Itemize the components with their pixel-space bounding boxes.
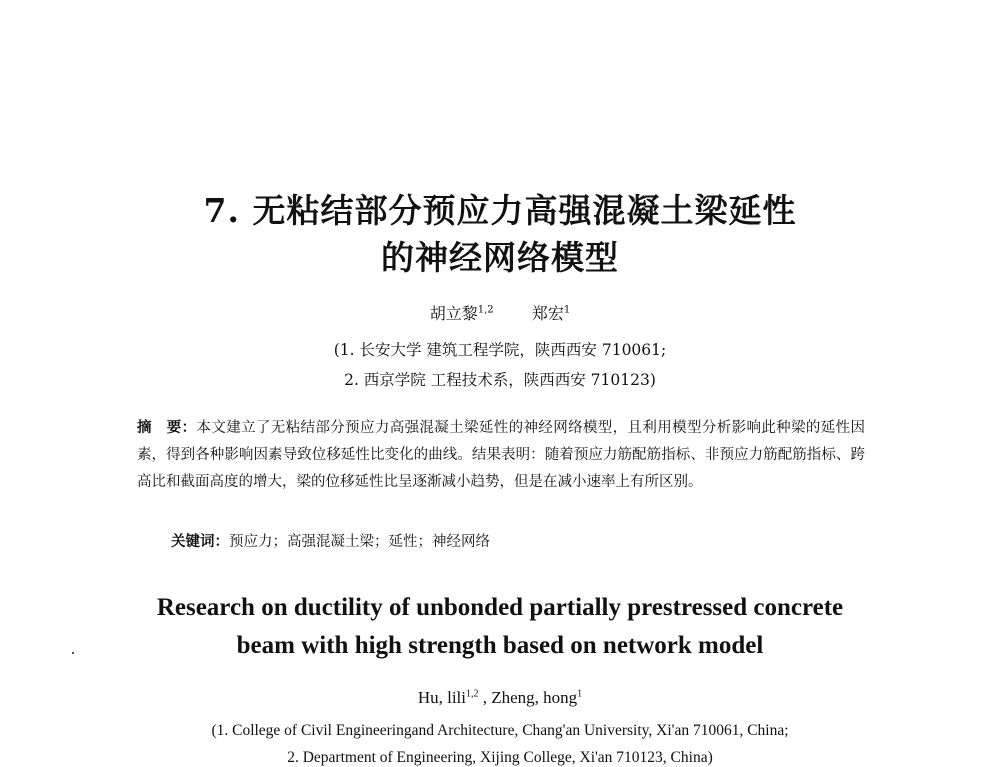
chinese-affiliation-line-2: 2. 西京学院 工程技术系，陕西西安 710123) bbox=[344, 371, 656, 389]
abstract-text: 本文建立了无粘结部分预应力高强混凝土梁延性的神经网络模型，且利用模型分析影响此种梁的延性因素，得到各种影响因素导致位移延性比变化的曲线。结果表明：随着预应力筋配筋指标、非预应力筋配筋指标、跨高比和截面高度的增大，梁的位移延性比呈逐渐减小趋势，但是在减小速率上有所区别。 bbox=[137, 420, 866, 490]
chinese-authors bbox=[0, 301, 1000, 324]
chinese-affiliation-line-1: (1. 长安大学 建筑工程学院，陕西西安 710061; bbox=[333, 341, 667, 359]
chinese-keywords bbox=[171, 530, 871, 551]
chinese-title-line-1: 7. 无粘结部分预应力高强混凝土梁延性 bbox=[203, 191, 797, 230]
scan-speck bbox=[72, 652, 74, 654]
keywords-label: 关键词： bbox=[171, 534, 229, 550]
author-2-affiliation-mark-cn: 1 bbox=[563, 304, 571, 316]
abstract-label: 摘 要： bbox=[137, 420, 197, 436]
english-title-line-2: beam with high strength based on network model bbox=[236, 632, 764, 659]
english-affiliation-line-1: (1. College of Civil Engineeringand Architecture, Chang'an University, Xi'an 710061, China; bbox=[211, 722, 789, 739]
author-1-name-cn: 胡立黎 bbox=[429, 304, 478, 323]
english-title-line-1: Research on ductility of unbonded partially prestressed concrete bbox=[156, 594, 844, 621]
author-1-name-en: Hu, lili bbox=[417, 688, 466, 707]
chinese-abstract bbox=[137, 415, 865, 496]
author-2-affiliation-mark-en: 1 bbox=[577, 688, 583, 700]
english-authors bbox=[0, 688, 1000, 708]
author-1-affiliation-mark-cn: 1,2 bbox=[477, 304, 494, 316]
chinese-title-line-2: 的神经网络模型 bbox=[381, 238, 619, 277]
author-separator-en: , bbox=[478, 688, 492, 707]
keywords-text: 预应力；高强混凝土梁；延性；神经网络 bbox=[229, 534, 490, 550]
author-2-name-en: Zheng, hong bbox=[491, 688, 578, 707]
author-1-affiliation-mark-en: 1,2 bbox=[465, 688, 479, 700]
english-affiliation-line-2: 2. Department of Engineering, Xijing College, Xi'an 710123, China) bbox=[287, 749, 713, 766]
author-2-name-cn: 郑宏 bbox=[531, 304, 564, 323]
